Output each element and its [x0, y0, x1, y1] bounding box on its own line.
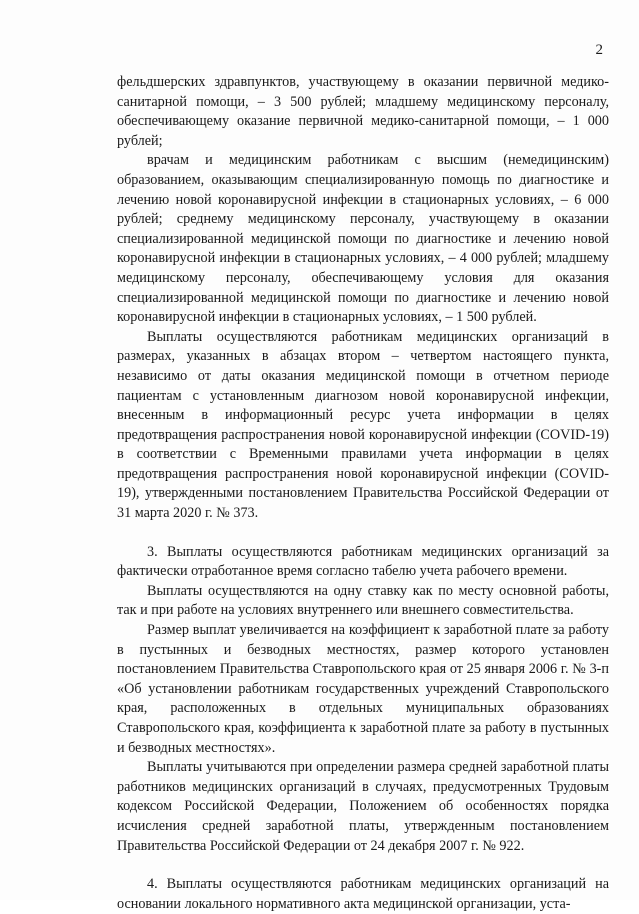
paragraph-one-rate: Выплаты осуществляются на одну ставку как по месту основной работы, так и при работе на условиях внутреннего или внешнего совместительства.	[117, 582, 609, 619]
section-gap	[117, 524, 609, 543]
paragraph-doctors-payments: врачам и медицинским работникам с высшим (немедицинским) образованием, оказывающим специализированную помощь по диагностике и лечению новой коронавирусной инфекции в стационарных условиях, – 6 000 рублей; среднему медицинскому персоналу, участвующему в оказании специализированной медицинской помощи по диагностике и лечению новой коронавирусной инфекции в стационарных условиях, – 4 000 рублей; младшему медицинскому персоналу, обеспечивающему условия для оказания специализированной медицинской помощи по диагностике и лечению новой коронавирусной инфекции в стационарных условиях, – 1 500 рублей.	[117, 152, 609, 326]
paragraph-section-4: 4. Выплаты осуществляются работникам медицинских организаций на основании локального нормативного акта медицинской организации, уста-	[117, 876, 609, 912]
document-body	[117, 73, 609, 914]
section-gap	[117, 856, 609, 875]
paragraph-payment-conditions: Выплаты осуществляются работникам медицинских организаций в размерах, указанных в абзацах втором – четвертом настоящего пункта, независимо от даты оказания медицинской помощи в отчетном периоде пациентам с установленным диагнозом новой коронавирусной инфекции, внесенным в информационный ресурс учета информации в целях предотвращения распространения новой коронавирусной инфекции (COVID-19) в соответствии с Временными правилами учета информации в целях предотвращения распространения новой коронавирусной инфекции (COVID-19), утвержденными постановлением Правительства Российской Федерации от 31 марта 2020 г. № 373.	[117, 328, 609, 522]
page-number: 2	[595, 42, 603, 58]
paragraph-section-3: 3. Выплаты осуществляются работникам медицинских организаций за фактически отработанное время согласно табелю учета рабочего времени.	[117, 543, 609, 580]
paragraph-coefficient: Размер выплат увеличивается на коэффициент к заработной плате за работу в пустынных и безводных местностях, размер которого установлен постановлением Правительства Ставропольского края от 25 января 2006 г. № 3-п «Об установлении работникам государственных учреждений Ставропольского края, расположенных в отдельных муниципальных образованиях Ставропольского края, коэффициента к заработной плате за работу в пустынных и безводных местностях».	[117, 622, 609, 756]
paragraph-continuation: фельдшерских здравпунктов, участвующему в оказании первичной медико-санитарной помощи, – 3 500 рублей; младшему медицинскому персоналу, обеспечивающему оказание первичной медико-санитарной помощи, – 1 000 рублей;	[117, 74, 609, 149]
paragraph-average-salary: Выплаты учитываются при определении размера средней заработной платы работников медицинских организаций в случаях, предусмотренных Трудовым кодексом Российской Федерации, Положением об особенностях порядка исчисления средней заработной платы, утвержденным постановлением Правительства Российской Федерации от 24 декабря 2007 г. № 922.	[117, 759, 609, 854]
